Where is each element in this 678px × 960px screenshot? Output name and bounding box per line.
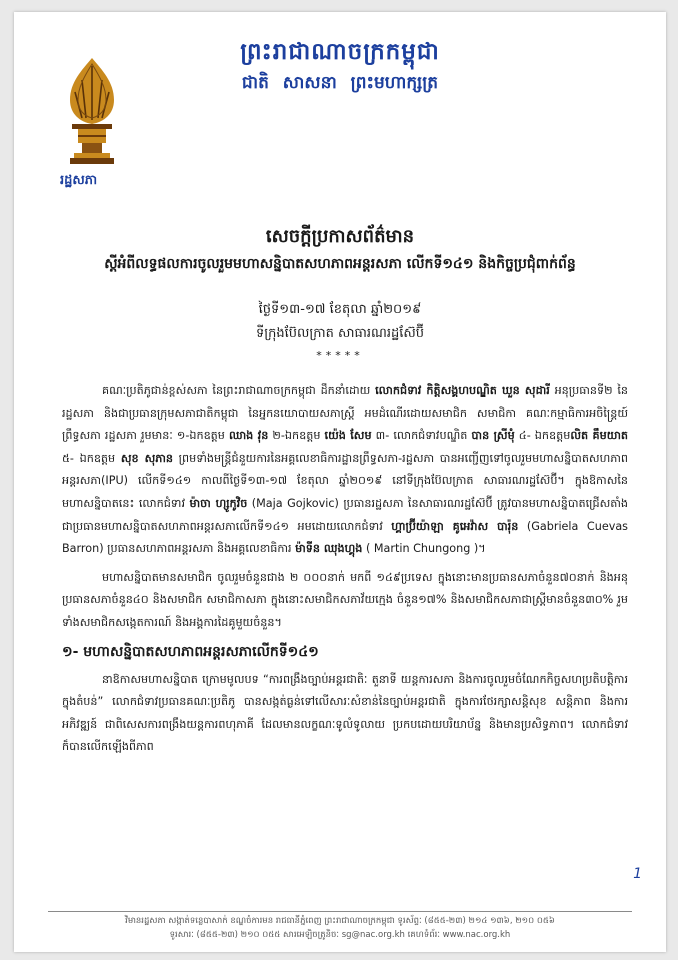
document-place: ទីក្រុងប៊ែលក្រាត សាធារណរដ្ឋស៊ែប៊ី xyxy=(255,326,425,341)
national-assembly-emblem-icon xyxy=(60,56,124,172)
document-page xyxy=(14,12,666,952)
emblem-label: រដ្ឋសភា xyxy=(60,173,98,188)
paragraph-participants: មហាសន្និបាតមានសមាជិក ចូលរួមចំនួនជាង ២ ០០០នាក់ មកពី ១៤៩ប្រទេស ក្នុងនោះមានប្រធានសភាចំនួន៧០នាក់ និងអនុប្រធានសភាចំនួន៤០ និងសមាជិក សមាជិកាសភា ក្នុងនោះសមាជិកសភាវ័យក្មេង ចំនួន១៧% និងសមាជិកសភាជាស្ត្រីមានចំនួន៣០% រួមទាំងសមាជិកសង្កេតការណ៍ និងអង្គការដៃគូមួយចំនួន។ xyxy=(62,570,628,629)
document-date: ថ្ងៃទី១៣-១៧ ខែតុលា ឆ្នាំ២០១៩ xyxy=(258,302,422,317)
separator-stars: ***** xyxy=(316,349,364,362)
section-heading-1: ១- មហាសន្និបាតសហភាពអន្តរសភាលើកទី១៤១ xyxy=(62,643,319,660)
footer-divider xyxy=(48,911,632,912)
paragraph-session: នាឱកាសមហាសន្និបាត ក្រោមមូលបទ “ការពង្រឹងច្បាប់អន្តរជាតិៈ តួនាទី យន្តការសភា និងការចូលរួមចំណែកកិច្ចសហប្រតិបត្តិការក្នុងតំបន់” លោកជំទាវប្រធានគណៈប្រតិភូ បានសង្កត់ធ្ងន់ទៅលើសារៈសំខាន់នៃច្បាប់អន្តរជាតិ ក្នុងការថែរក្សាសន្តិសុខ សន្តិភាព និងការអភិវឌ្ឍន៍ ជាពិសេសការពង្រឹងយន្តការពហុភាគី ដែលមានលក្ខណៈទូលំទូលាយ ប្រកបដោយបរិយាប័ន្ន និងមានប្រសិទ្ធភាព។ លោកជំទាវក៏បានលើកឡើងពីភាព xyxy=(62,672,628,754)
document-body xyxy=(62,380,628,765)
document-subtitle: ស្តីអំពីលទ្ធផលការចូលរួមមហាសន្និបាតសហភាពអន្តរសភា លើកទី១៤១ និងកិច្ចប្រជុំពាក់ព័ន្ធ xyxy=(104,256,576,272)
page-number: 1 xyxy=(633,866,642,882)
document-title: សេចក្តីប្រកាសព័ត៌មាន xyxy=(265,226,415,247)
kingdom-title: ព្រះរាជាណាចក្រកម្ពុជា xyxy=(240,39,440,65)
footer-contact: ទូរសារៈ (៨៥៥-២៣) ២១០ ០៥៥ សារអេឡិចត្រូនិចៈ sg@nac.org.kh គេហទំព័រៈ www.nac.org.kh xyxy=(169,930,511,940)
national-motto: ជាតិ សាសនា ព្រះមហាក្សត្រ xyxy=(241,73,439,93)
paragraph-delegation: គណៈប្រតិភូជាន់ខ្ពស់សភា នៃព្រះរាជាណាចក្រកម្ពុជា ដឹកនាំដោយ លោកជំទាវ កិត្តិសង្គហបណ្ឌិត ឃួន សុដារី អនុប្រធានទី២ នៃរដ្ឋសភា និងជាប្រធានក្រុមសភាជាតិកម្ពុជា នៃអ្នកនយោបាយសភាស្ត្រី អមដំណើរដោយសមាជិក សមាជិកា គណៈកម្មាធិការអចិន្ត្រៃយ៍ព្រឹទ្ធសភា រដ្ឋសភា រួមមានៈ ១-ឯកឧត្តម ឈាង វុន ២-ឯកឧត្តម យ៉េង សែម ៣- លោកជំទាវបណ្ឌិត បាន ស្រីមុំ ៤- ឯកឧត្តមលិត គឹមយាត ៥- ឯកឧត្តម សុខ សុភាន ព្រមទាំងមន្ត្រីជំនួយការនៃអគ្គលេខាធិការដ្ឋានព្រឹទ្ធសភា-រដ្ឋសភា បានអញ្ជើញទៅចូលរួមមហាសន្និបាតសហភាពអន្តរសភា(IPU) លើកទី១៤១ កាលពីថ្ងៃទី១៣-១៧ ខែតុលា ឆ្នាំ២០១៩ នៅទីក្រុងប៊ែលក្រាត សាធារណរដ្ឋស៊ែប៊ី។ ក្នុងឱកាសនៃមហាសន្និបាតនេះ លោកជំទាវ ម៉ាចា ហ្សូកូវិច (Maja Gojkovic) ប្រធានរដ្ឋសភា នៃសាធារណរដ្ឋស៊ែប៊ី ត្រូវបានមហាសន្និបាតជ្រើសតាំង ជាប្រធានមហាសន្និបាតសហភាពអន្តរសភាលើកទី១៤១ អមដោយលោកជំទាវ ហ្គាប្រ៊ីយ៉ាឡា គូអេវ៉ាស បារ៉ុន (Gabriela Cuevas Barron) ប្រធានសហភាពអន្តរសភា និងអគ្គលេខាធិការ ម៉ាទីន ឈុងហ្គុង ( Martin Chungong )។ xyxy=(62,384,629,556)
footer-address: វិមានរដ្ឋសភា សង្កាត់ទន្លេបាសាក់ ខណ្ឌចំការមន រាជធានីភ្នំពេញ ព្រះរាជាណាចក្រកម្ពុជា ទូរស័ព្ទៈ (៨៥៥-២៣) ២១៤ ១៣៦, ២១០ ០៥៦ xyxy=(125,916,555,926)
